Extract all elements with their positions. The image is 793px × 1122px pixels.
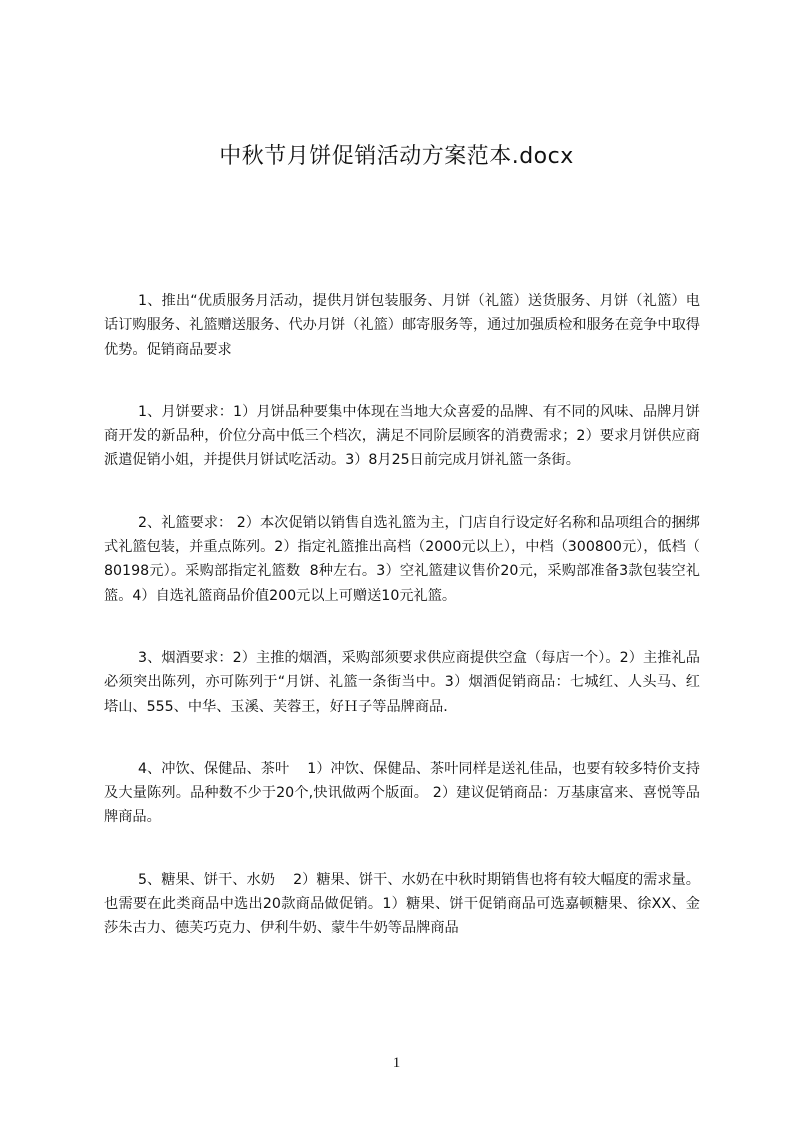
paragraph-drinks-health-tea: 4、冲饮、保健品、茶叶 1）冲饮、保健品、茶叶同样是送礼佳品，也要有较多特价支持及大量陈列。品种数不少于20个,快讯做两个版面。 2）建议促销商品：万基康富来、喜悦等品牌商品。 — [104, 760, 700, 826]
document-body — [104, 289, 705, 979]
paragraph-gift-basket-requirements: 2、礼篮要求： 2）本次促销以销售自选礼篮为主，门店自行设定好名称和品项组合的捆绑式礼篮包装，并重点陈列。2）指定礼篮推出高档（2000元以上），中档（300800元），低档（ 80198元）。采购部指定礼篮数 8种左右。3）空礼篮建议售价20元，采购部准备3款包装空礼篮。4）自选礼篮商品价值200元以上可赠送10元礼篮。 — [104, 514, 705, 604]
paragraph-mooncake-requirements: 1、月饼要求：1）月饼品种要集中体现在当地大众喜爱的品牌、有不同的风味、品牌月饼商开发的新品种，价位分高中低三个档次，满足不同阶层顾客的消费需求；2）要求月饼供应商派遣促销小姐，并提供月饼试吃活动。3）8月25日前完成月饼礼篮一条街。 — [104, 403, 700, 469]
document-title: 中秋节月饼促销活动方案范本.docx — [219, 144, 574, 169]
paragraph-tobacco-alcohol-requirements: 3、烟酒要求：2）主推的烟酒，采购部须要求供应商提供空盒（每店一个）。2）主推礼品必须突出陈列，亦可陈列于“月饼、礼篮一条街当中。3）烟酒促销商品：七城红、人头马、红塔山、555、中华、玉溪、芙蓉王，好Ｈ子等品牌商品. — [104, 649, 700, 715]
paragraph-service-promotion: 1、推出“优质服务月活动，提供月饼包装服务、月饼（礼篮）送货服务、月饼（礼篮）电话订购服务、礼篮赠送服务、代办月饼（礼篮）邮寄服务等，通过加强质检和服务在竞争中取得优势。促销商品要求 — [104, 293, 700, 358]
page-number: 1 — [392, 1055, 401, 1071]
paragraph-candy-biscuits-milk: 5、糖果、饼干、水奶 2）糖果、饼干、水奶在中秋时期销售也将有较大幅度的需求量。也需要在此类商品中选出20款商品做促销。1）糖果、饼干促销商品可选嘉顿糖果、徐XX、金莎朱古力、德芙巧克力、伊利牛奶、蒙牛牛奶等品牌商品 — [104, 871, 700, 937]
